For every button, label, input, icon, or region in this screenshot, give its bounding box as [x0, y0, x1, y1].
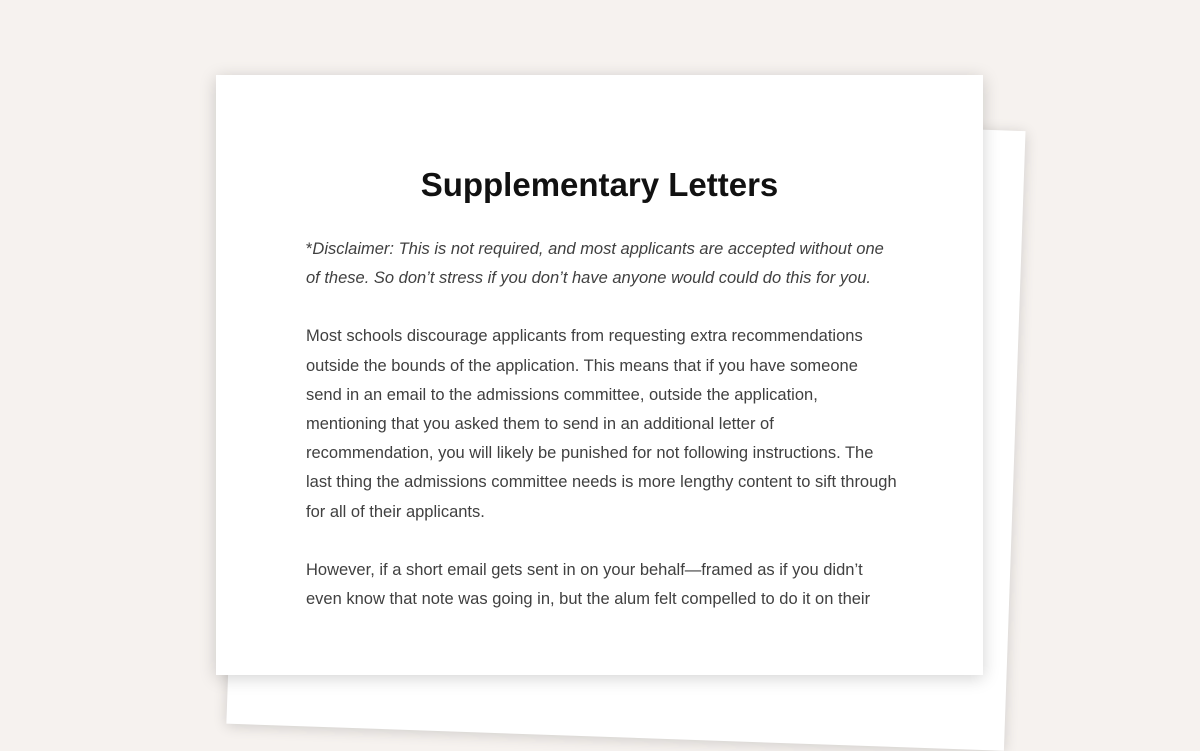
document-title: Supplementary Letters: [420, 166, 779, 203]
disclaimer-paragraph: [306, 235, 898, 293]
document-page: [216, 75, 983, 675]
disclaimer-text: Disclaimer: This is not required, and most applicants are accepted without one of these. So don’t stress if you don’t have anyone would could do this for you.: [306, 240, 884, 288]
body-paragraph-2: However, if a short email gets sent in on your behalf—framed as if you didn’t even know that note was going in, but the alum felt compelled to do it on their: [306, 560, 871, 609]
body-paragraph-1: Most schools discourage applicants from requesting extra recommendations outside the bounds of the application. This means that if you have someone send in an email to the admissions committee, outside the application, mentioning that you asked them to send in an additional letter of recommendation, you will likely be punished for not following instructions. The last thing the admissions committee needs is more lengthy content to sift through for all of their applicants.: [306, 327, 897, 521]
disclaimer-asterisk: *: [306, 240, 313, 258]
document-body: [306, 235, 898, 643]
